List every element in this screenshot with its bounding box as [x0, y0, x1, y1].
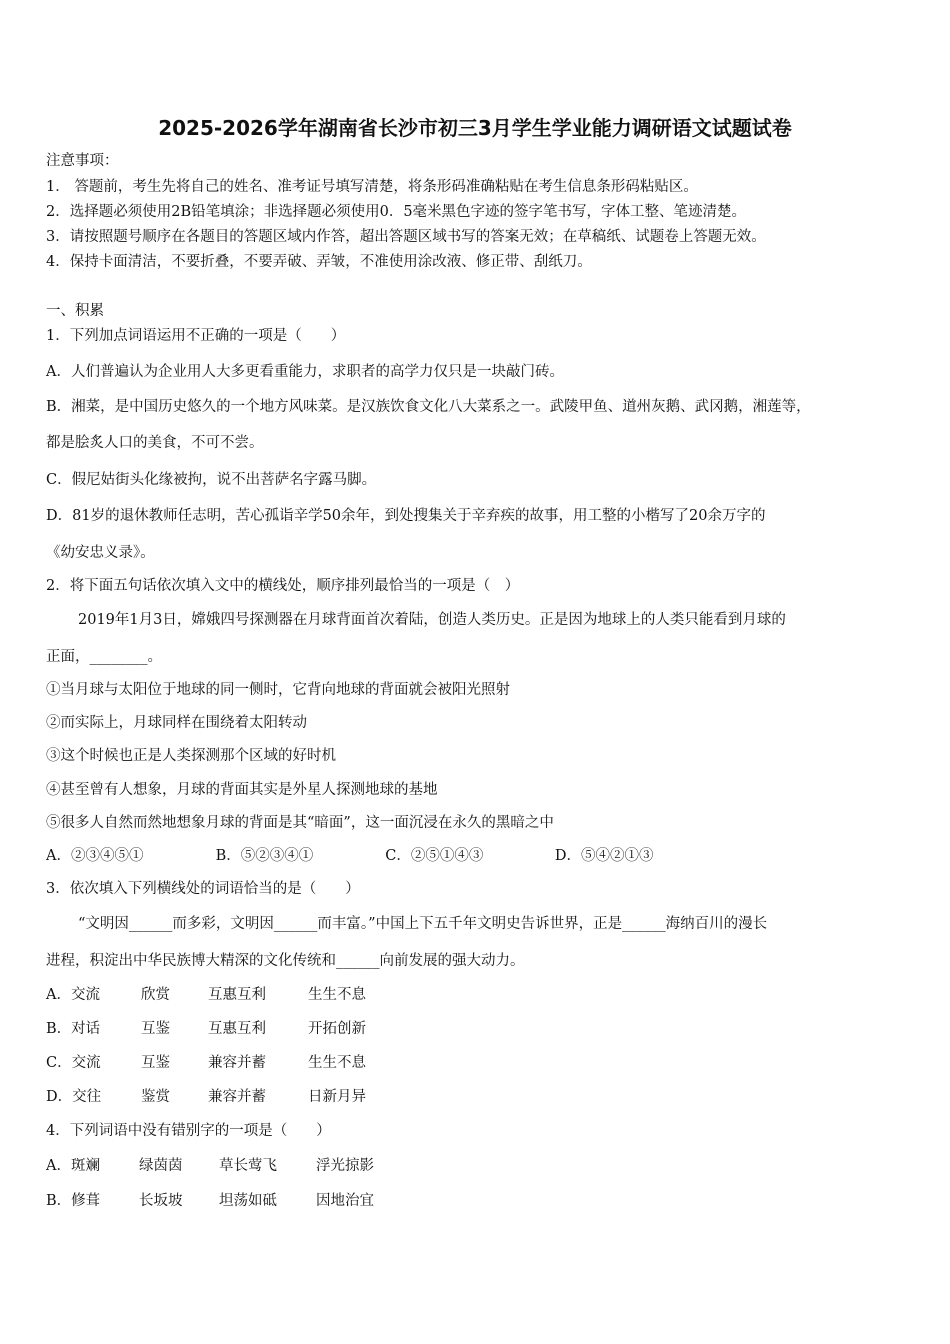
q4-a-2: 绿茵茵 [139, 1158, 183, 1174]
q3-b-1: B．对话 [46, 1021, 101, 1037]
q1-option-d-cont: 《幼安忠义录》。 [46, 545, 155, 561]
q3-a-1: A．交流 [46, 987, 100, 1003]
q3-stem: 3．依次填入下列横线处的词语恰当的是（ ） [46, 881, 360, 897]
q2-option-a: A．②③④⑤① [46, 848, 144, 864]
q3-a-2: 欣赏 [141, 987, 170, 1003]
q4-a-1: A．斑斓 [46, 1158, 100, 1174]
q3-d-4: 日新月异 [308, 1089, 366, 1105]
q3-a-3: 互惠互利 [208, 987, 266, 1003]
q2-passage: 2019年1月3日，嫦娥四号探测器在月球背面首次着陆，创造人类历史。正是因为地球上的人类只能看到月球的 [78, 612, 786, 628]
q2-options [46, 846, 720, 866]
q4-a-3: 草长莺飞 [219, 1158, 277, 1174]
q2-sentence-3: ③这个时候也正是人类探测那个区域的好时机 [46, 748, 336, 764]
q1-stem: 1．下列加点词语运用不正确的一项是（ ） [46, 328, 346, 344]
q3-b-4: 开拓创新 [308, 1021, 366, 1037]
q3-d-1: D．交往 [46, 1089, 102, 1105]
q2-sentence-1: ①当月球与太阳位于地球的同一侧时，它背向地球的背面就会被阳光照射 [46, 682, 510, 698]
notice-item: 1． 答题前，考生先将自己的姓名、准考证号填写清楚，将条形码准确粘贴在考生信息条形码粘贴区。 [46, 179, 698, 195]
q1-option-a: A．人们普遍认为企业用人大多更看重能力，求职者的高学力仅只是一块敲门砖。 [46, 364, 564, 380]
q3-b-3: 互惠互利 [208, 1021, 266, 1037]
q2-sentence-4: ④甚至曾有人想象，月球的背面其实是外星人探测地球的基地 [46, 782, 438, 798]
q3-option-row [46, 1019, 366, 1039]
q3-b-2: 互鉴 [141, 1021, 170, 1037]
q3-c-3: 兼容并蓄 [208, 1055, 266, 1071]
q3-option-row [46, 985, 366, 1005]
q2-passage-cont: 正面，________。 [46, 649, 162, 665]
q3-d-3: 兼容并蓄 [208, 1089, 266, 1105]
q4-a-4: 浮光掠影 [316, 1158, 374, 1174]
q1-option-b: B．湘菜，是中国历史悠久的一个地方风味菜。是汉族饮食文化八大菜系之一。武陵甲鱼、道州灰鹅、武冈鹅，湘莲等， [46, 399, 811, 415]
q3-passage-cont: 进程，积淀出中华民族博大精深的文化传统和______向前发展的强大动力。 [46, 953, 525, 969]
notice-item: 3．请按照题号顺序在各题目的答题区域内作答，超出答题区域书写的答案无效；在草稿纸、试题卷上答题无效。 [46, 229, 766, 245]
q4-b-2: 长坂坡 [139, 1193, 183, 1209]
q2-sentence-5: ⑤很多人自然而然地想象月球的背面是其“暗面”，这一面沉浸在永久的黑暗之中 [46, 815, 554, 831]
q3-passage: “文明因______而多彩，文明因______而丰富。”中国上下五千年文明史告诉世界，正是______海纳百川的漫长 [78, 916, 768, 932]
q3-c-2: 互鉴 [141, 1055, 170, 1071]
q4-option-row [46, 1156, 374, 1176]
q3-c-4: 生生不息 [308, 1055, 366, 1071]
q4-option-row [46, 1191, 374, 1211]
q2-option-b: B．⑤②③④① [215, 848, 314, 864]
q4-b-1: B．修葺 [46, 1193, 101, 1209]
q3-c-1: C．交流 [46, 1055, 101, 1071]
q3-a-4: 生生不息 [308, 987, 366, 1003]
q1-option-b-cont: 都是脍炙人口的美食，不可不尝。 [46, 435, 264, 451]
notice-heading: 注意事项： [46, 153, 119, 169]
q2-sentence-2: ②而实际上，月球同样在围绕着太阳转动 [46, 715, 307, 731]
section-heading: 一、积累 [46, 303, 104, 319]
q4-b-4: 因地治宜 [316, 1193, 374, 1209]
q2-option-d: D．⑤④②①③ [554, 848, 654, 864]
q1-option-d: D．81岁的退休教师任志明，苦心孤诣辛学50余年，到处搜集关于辛弃疾的故事，用工整的小楷写了20余万字的 [46, 508, 766, 524]
q2-option-c: C．②⑤①④③ [385, 848, 484, 864]
q4-b-3: 坦荡如砥 [219, 1193, 277, 1209]
q3-option-row [46, 1087, 366, 1107]
exam-title: 2025-2026学年湖南省长沙市初三3月学生学业能力调研语文试题试卷 [158, 116, 792, 140]
q1-option-c: C．假尼姑街头化缘被拘，说不出菩萨名字露马脚。 [46, 472, 377, 488]
q3-option-row [46, 1053, 366, 1073]
notice-item: 4．保持卡面清洁，不要折叠，不要弄破、弄皱，不准使用涂改液、修正带、刮纸刀。 [46, 254, 592, 270]
q4-stem: 4．下列词语中没有错别字的一项是（ ） [46, 1123, 331, 1139]
notice-item: 2．选择题必须使用2B铅笔填涂；非选择题必须使用0．5毫米黑色字迹的签字笔书写，字体工整、笔迹清楚。 [46, 204, 747, 220]
q2-stem: 2．将下面五句话依次填入文中的横线处，顺序排列最恰当的一项是（ ） [46, 578, 520, 594]
q3-d-2: 鉴赏 [141, 1089, 170, 1105]
